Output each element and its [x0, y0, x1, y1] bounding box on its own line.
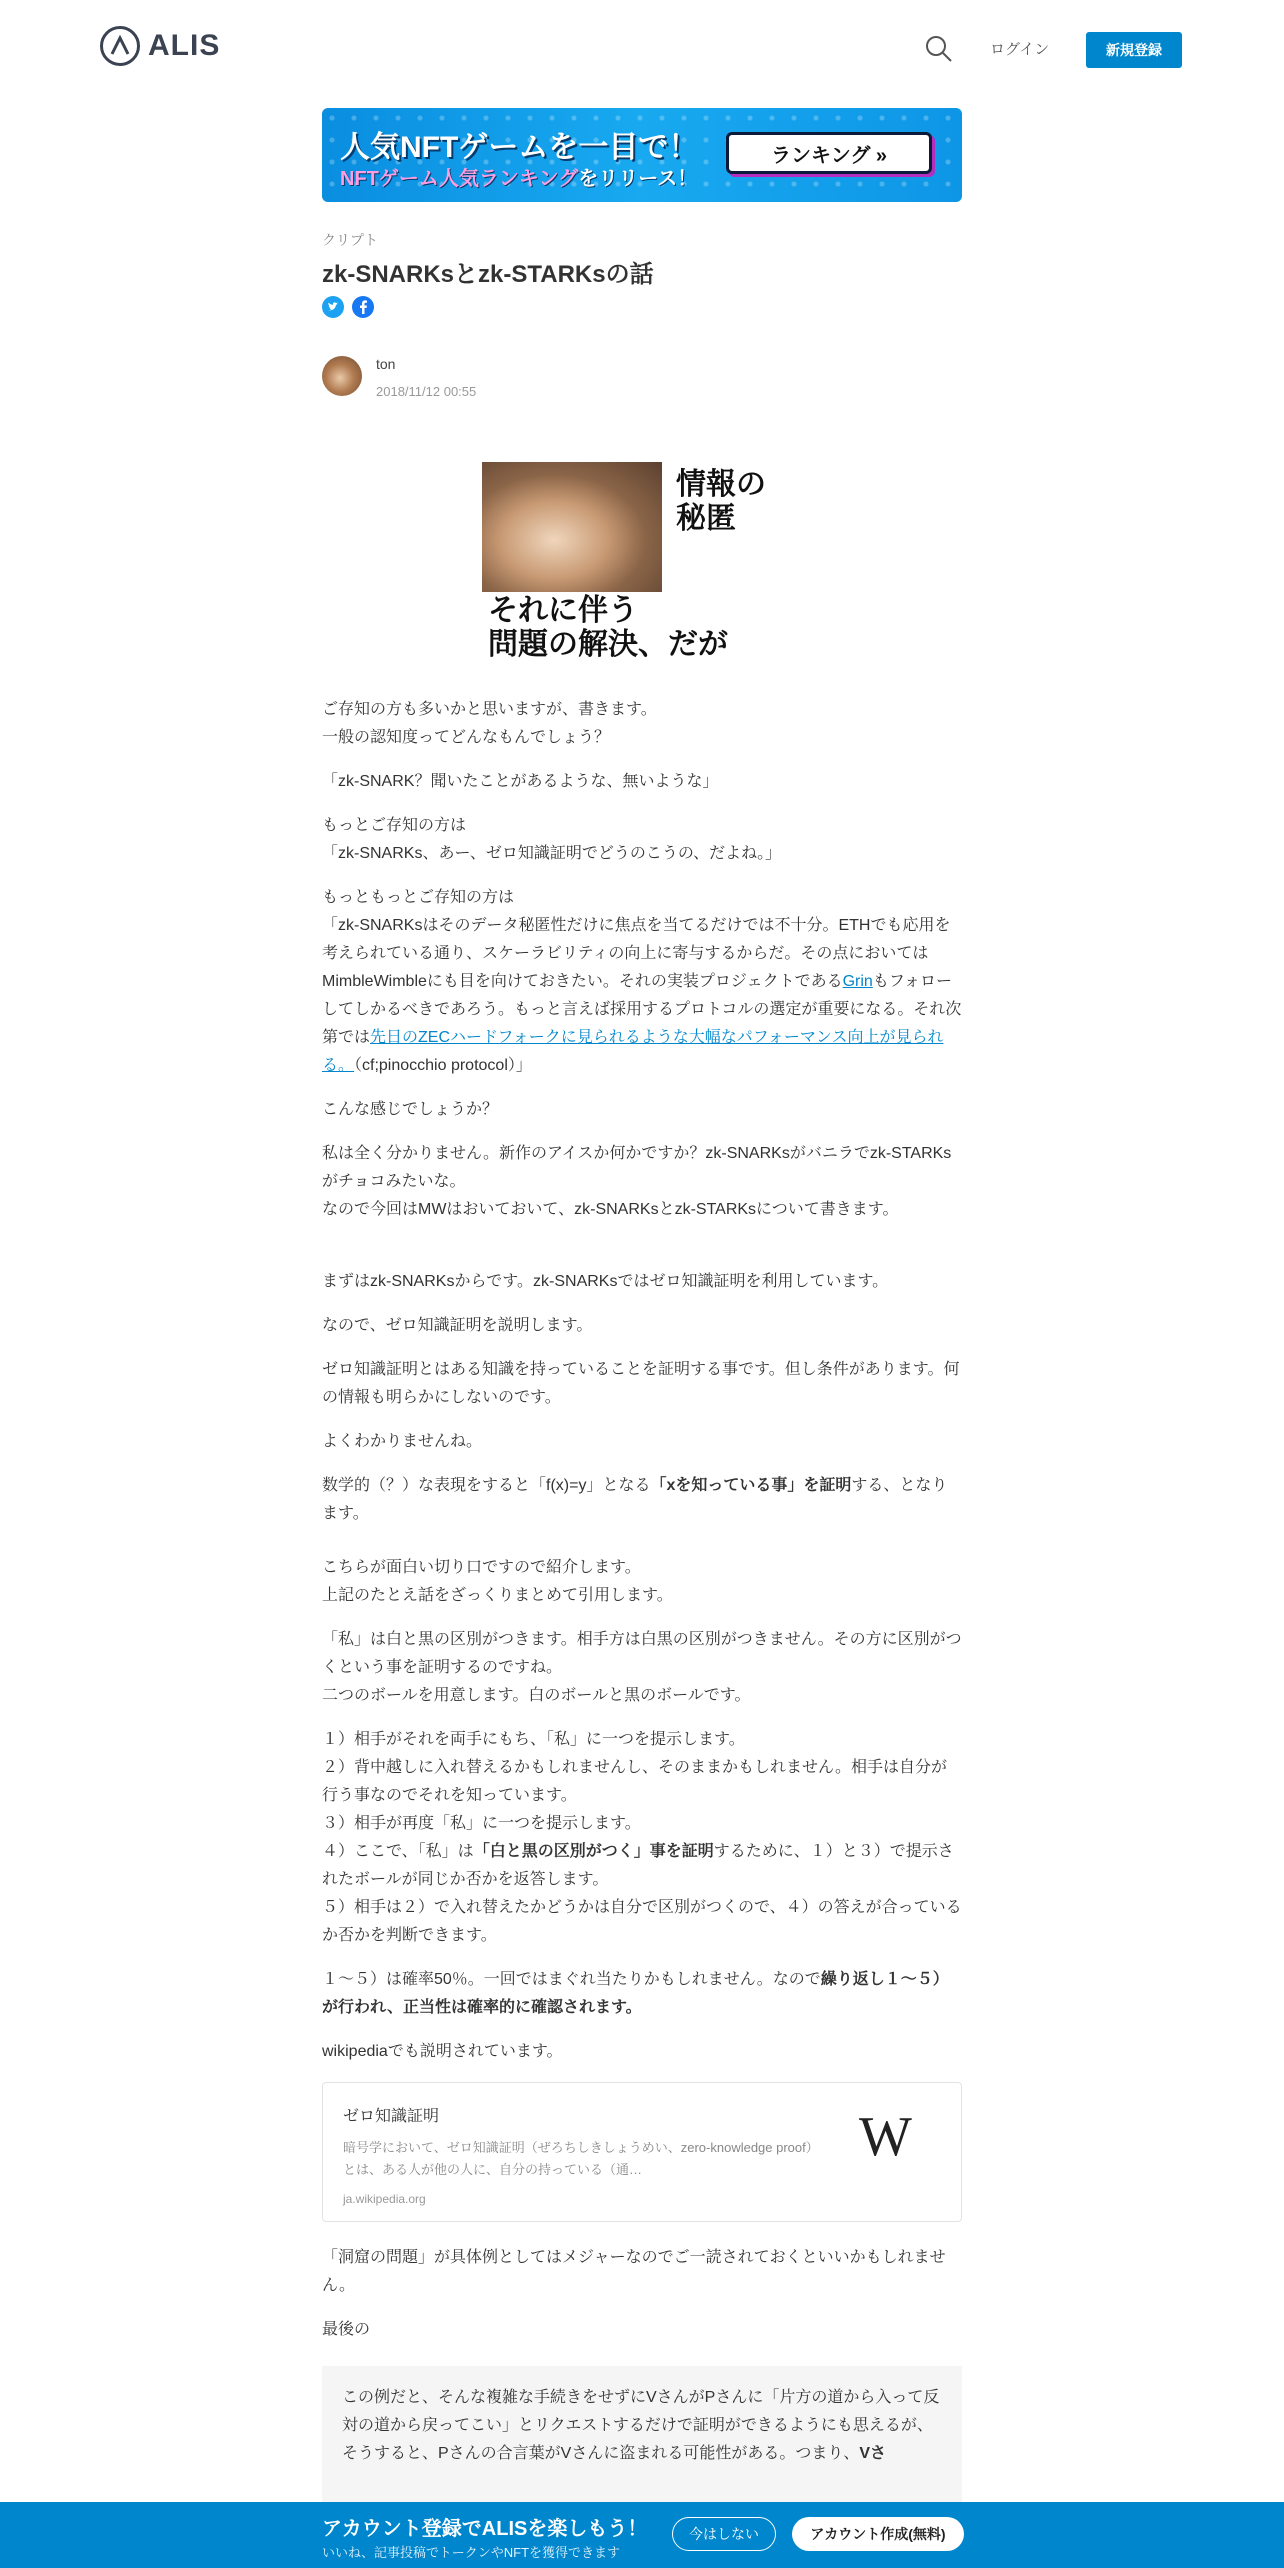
paragraph: ご存知の方も多いかと思いますが、書きます。 一般の認知度ってどんなもんでしょう？	[322, 701, 657, 746]
search-icon[interactable]	[924, 34, 954, 64]
card-site: ja.wikipedia.org	[343, 2192, 426, 2206]
twitter-icon[interactable]	[322, 296, 344, 318]
banner-subline	[340, 162, 697, 191]
card-title: ゼロ知識証明	[343, 2108, 440, 2125]
article-body	[322, 696, 962, 2522]
header	[0, 0, 1284, 100]
wikipedia-link-card[interactable]	[322, 2082, 962, 2222]
published-date: 2018/11/12 00:55	[376, 384, 477, 399]
paragraph: こんな感じでしょうか？	[322, 1101, 499, 1118]
prompt-subtitle: いいね、記事投稿でトークンやNFTを獲得できます	[322, 2545, 621, 2560]
paragraph: 「zk-SNARK？聞いたことがあるような、無いような」	[322, 773, 719, 790]
paragraph: 最後の	[322, 2321, 371, 2338]
wikipedia-logo-icon: W	[859, 2106, 912, 2168]
paragraph: まずはzk-SNARKsからです。zk-SNARKsではゼロ知識証明を利用しています。	[322, 1273, 889, 1290]
paragraph: なので、ゼロ知識証明を説明します。	[322, 1317, 593, 1334]
paragraph: １～５）は確率50％。一回ではまぐれ当たりかもしれません。なので繰り返し１～５）が行われ、正当性は確率的に確認されます。	[322, 1971, 949, 2016]
share-buttons	[322, 296, 374, 318]
blockquote: この例だと、そんな複雑な手続きをせずにVさんがPさんに「片方の道から入って反対の道から戻ってこい」とリクエストするだけで証明ができるようにも思えるが、そうすると、Pさんの合言葉がVさんに盗まれる可能性がある。つまり、Vさ	[322, 2366, 962, 2522]
create-account-button[interactable]: アカウント作成(無料)	[792, 2517, 964, 2551]
zec-hardfork-link[interactable]: 先日のZECハードフォークに見られるような大幅なパフォーマンス向上が見られる。	[322, 1029, 944, 1074]
paragraph: 数学的（？）な表現をすると「f(x)=y」となる「xを知っている事」を証明する、となります。	[322, 1477, 948, 1522]
paragraph: 私は全く分かりません。新作のアイスか何かですか？zk-SNARKsがバニラでzk-STARKsがチョコみたいな。 なので今回はMWはおいておいて、zk-SNARKsとzk-STARKsについて書きます。	[322, 1145, 952, 1218]
steps-list: １）相手がそれを両手にもち、「私」に一つを提示します。 ２）背中越しに入れ替えるかもしれませんし、そのままかもしれません。相手は自分が行う事なのでそれを知っています。 ３）相手が再度「私」に一つを提示します。 ４）ここで、「私」は「白と黒の区別がつく」事を証明するために、１）と３）で提示されたボールが同じか否かを返答します。 ５）相手は２）で入れ替えたかどうかは自分で区別がつくので、４）の答えが合っているか否かを判断できます。	[322, 1731, 962, 1944]
logo-text: ALIS	[148, 29, 221, 62]
login-link[interactable]: ログイン	[990, 41, 1050, 58]
alis-logo-icon	[100, 26, 140, 66]
article-title: zk-SNARKsとzk-STARKsの話	[322, 261, 654, 288]
signup-prompt-bar	[0, 2502, 1284, 2568]
paragraph: もっともっとご存知の方は 「zk-SNARKsはそのデータ秘匿性だけに焦点を当てるだけでは不十分。ETHでも応用を考えられている通り、スケーラビリティの向上に寄与するからだ。その点においてはMimbleWimbleにも目を向けておきたい。それの実装プロジェクトであるGrinもフォローしてしかるべきであろう。もっと言えば採用するプロトコルの選定が重要になる。それ次第では先日のZECハードフォークに見られるような大幅なパフォーマンス向上が見られる。（cf;pinocchio protocol）」	[322, 889, 962, 1074]
ranking-button[interactable]: ランキング »	[726, 132, 932, 174]
not-now-button[interactable]: 今はしない	[672, 2517, 776, 2551]
hero-text-bottom: それに伴う 問題の解決、だが	[488, 594, 728, 661]
paragraph: ゼロ知識証明とはある知識を持っていることを証明する事です。但し条件があります。何の情報も明らかにしないのです。	[322, 1361, 960, 1406]
alis-logo[interactable]	[100, 26, 220, 66]
nft-ranking-banner[interactable]	[322, 108, 962, 202]
paragraph: もっとご存知の方は 「zk-SNARKs、あー、ゼロ知識証明でどうのこうの、だよね。」	[322, 817, 782, 862]
hero-text-top: 情報の 秘匿	[676, 468, 766, 535]
paragraph: 「私」は白と黒の区別がつきます。相手方は白黒の区別がつきません。その方に区別がつくという事を証明するのですね。 二つのボールを用意します。白のボールと黒のボールです。	[322, 1631, 962, 1704]
prompt-title: アカウント登録でALISを楽しもう！	[322, 2518, 648, 2540]
paragraph: こちらが面白い切り口ですので紹介します。 上記のたとえ話をざっくりまとめて引用します。	[322, 1559, 673, 1604]
author-info[interactable]	[322, 356, 476, 399]
hero-image	[480, 462, 800, 672]
paragraph: wikipediaでも説明されています。	[322, 2043, 563, 2060]
author-name[interactable]: ton	[376, 356, 396, 372]
paragraph: よくわかりませんね。	[322, 1433, 483, 1450]
signup-button[interactable]: 新規登録	[1086, 32, 1182, 68]
card-description: 暗号学において、ゼロ知識証明（ぜろちしきしょうめい、zero-knowledge proof）とは、ある人が他の人に、自分の持っている（通…	[343, 2140, 813, 2177]
banner-highlight: NFTゲーム人気ランキング	[340, 168, 579, 190]
paragraph: 「洞窟の問題」が具体例としてはメジャーなのでご一読されておくといいかもしれません。	[322, 2249, 946, 2294]
banner-subline-rest: をリリース！	[578, 168, 698, 190]
banner-headline: 人気NFTゲームを一目で！	[340, 131, 699, 164]
facebook-icon[interactable]	[352, 296, 374, 318]
grin-link[interactable]: Grin	[842, 973, 873, 990]
avatar[interactable]	[322, 356, 362, 396]
hedgehog-image	[482, 462, 662, 592]
category-label[interactable]: クリプト	[322, 232, 378, 248]
